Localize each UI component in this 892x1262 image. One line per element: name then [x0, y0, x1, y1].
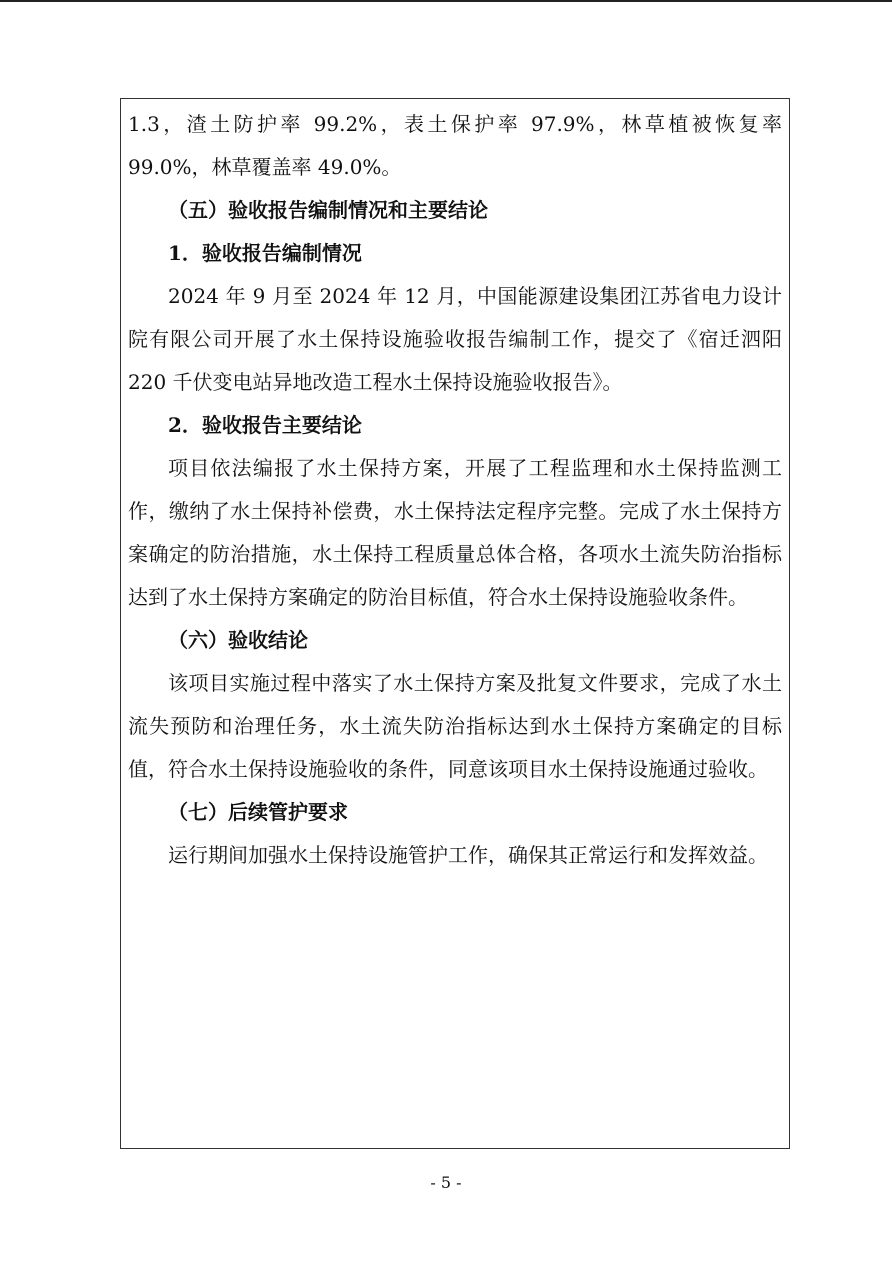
paragraph-report-compilation: 2024 年 9 月至 2024 年 12 月，中国能源建设集团江苏省电力设计院有限公司开展了水土保持设施验收报告编制工作，提交了《宿迁泗阳 220 千伏变电站异地改造工程水土保持设施验收报告》。	[128, 284, 782, 394]
section-heading-acceptance-report: （五）验收报告编制情况和主要结论	[168, 198, 488, 222]
page-number: - 5 -	[430, 1173, 462, 1192]
document-body	[128, 103, 782, 877]
paragraph-report-conclusions: 项目依法编报了水土保持方案，开展了工程监理和水土保持监测工作，缴纳了水土保持补偿费，水土保持法定程序完整。完成了水土保持方案确定的防治措施，水土保持工程质量总体合格，各项水土流失防治指标达到了水土保持方案确定的防治目标值，符合水土保持设施验收条件。	[128, 456, 782, 609]
subheading-report-compilation: 1．验收报告编制情况	[168, 241, 362, 265]
section-heading-maintenance-requirements: （七）后续管护要求	[168, 800, 348, 824]
subheading-report-conclusions: 2．验收报告主要结论	[168, 413, 362, 437]
top-border-line	[0, 0, 892, 2]
section-heading-acceptance-conclusion: （六）验收结论	[168, 628, 308, 652]
paragraph-acceptance-conclusion: 该项目实施过程中落实了水土保持方案及批复文件要求，完成了水土流失预防和治理任务，水土流失防治指标达到水土保持方案确定的目标值，符合水土保持设施验收的条件，同意该项目水土保持设施通过验收。	[128, 671, 782, 781]
paragraph-indicators-continued: 1.3，渣土防护率 99.2%，表土保护率 97.9%，林草植被恢复率 99.0%，林草覆盖率 49.0%。	[128, 112, 782, 179]
paragraph-maintenance-requirements: 运行期间加强水土保持设施管护工作，确保其正常运行和发挥效益。	[168, 843, 768, 867]
